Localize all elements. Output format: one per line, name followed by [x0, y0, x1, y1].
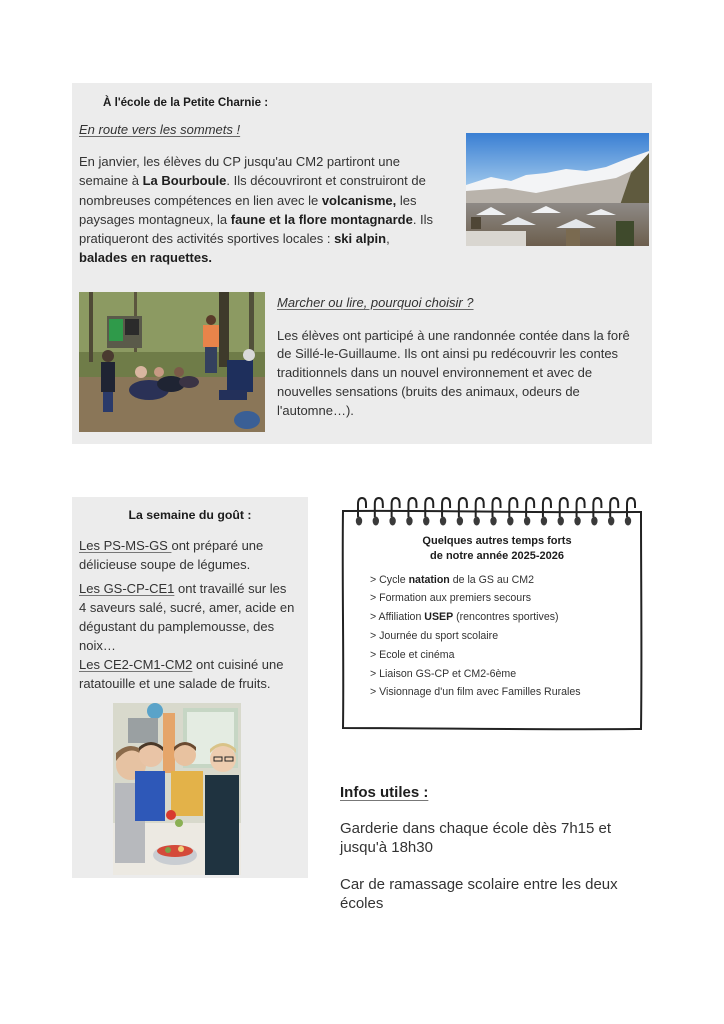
text-segment: ont préparé une [171, 537, 264, 553]
text-line [277, 327, 652, 346]
gout-paragraph-gs-cp-ce1 [79, 579, 294, 655]
gout-paragraph-ps-ms-gs [79, 536, 263, 574]
text-segment: ont travaillé sur les [174, 580, 287, 596]
text-segment: > Visionnage d'un film avec Familles Rurales [370, 686, 581, 699]
text-line [79, 152, 433, 171]
text-line [277, 345, 652, 364]
semaine-gout-title: La semaine du goût : [128, 508, 252, 522]
ring-hole [608, 517, 614, 526]
text-line [79, 617, 294, 636]
text-segment: > Liaison GS-CP et CM2-6ème [370, 667, 517, 680]
text-line [340, 875, 618, 894]
text-line [79, 536, 263, 555]
temps-forts-title [335, 534, 659, 564]
text-segment: Les CE2-CM1-CM2 [79, 656, 193, 672]
text-segment: écoles [340, 895, 384, 912]
text-line [79, 248, 433, 267]
text-line [79, 191, 433, 210]
mountain-village-image [466, 133, 649, 246]
article-marcher-lire-heading: Marcher ou lire, pourquoi choisir ? [277, 295, 474, 310]
ring-hole [423, 517, 429, 526]
text-segment: Les GS-CP-CE1 [79, 580, 175, 596]
gout-paragraph-ce2-cm1-cm2 [79, 655, 284, 693]
text-line [79, 655, 284, 674]
text-line [340, 819, 611, 838]
ring-hole [591, 517, 597, 526]
article-marcher-lire-paragraph [277, 327, 652, 422]
text-line [79, 555, 263, 574]
text-segment: > Ecole et cinéma [370, 648, 455, 661]
text-line [370, 571, 581, 590]
text-segment: Garderie dans chaque école dès 7h15 et [340, 820, 612, 837]
temps-forts-list [370, 571, 581, 703]
text-segment: . Ils [412, 211, 434, 227]
photo-mountain-village [466, 133, 649, 246]
text-line [79, 210, 433, 229]
article-sommets-heading: En route vers les sommets ! [79, 122, 241, 137]
text-segment: paysages montagneux, la [79, 211, 231, 227]
text-segment: > Affiliation [370, 611, 425, 624]
text-line [370, 665, 581, 684]
text-line [335, 549, 659, 564]
text-line [335, 534, 659, 549]
text-segment: pratiqueront des activités sportives locales : [79, 231, 335, 247]
petite-charnie-title: À l'école de la Petite Charnie : [103, 96, 269, 109]
text-line [370, 683, 581, 702]
text-segment: de la GS au CM2 [449, 573, 534, 586]
text-segment: traditionnels dans un nouvel environnement et avec de [277, 365, 593, 381]
text-segment: > Journée du sport scolaire [370, 629, 499, 642]
text-segment: , [386, 231, 390, 247]
text-line [79, 579, 294, 598]
infos-car-ramassage [340, 875, 618, 913]
text-line [79, 598, 294, 617]
text-segment: natation [408, 573, 450, 586]
text-segment: 4 saveurs salé, sucré, amer, acide en [79, 599, 295, 615]
text-segment: (rencontres sportives) [453, 611, 559, 624]
text-segment: Les élèves ont participé à une randonnée contée dans la forê [277, 327, 630, 343]
text-segment: jusqu'à 18h30 [340, 839, 433, 856]
ring-hole [524, 517, 530, 526]
text-line [79, 229, 433, 248]
text-segment: de notre année 2025-2026 [430, 549, 564, 562]
text-segment: > Cycle [370, 573, 409, 586]
text-segment: En janvier, les élèves du CP jusqu'au CM2 partiront une [79, 154, 400, 169]
ring-hole [440, 517, 446, 526]
text-segment: dégustant du pamplemousse, des [79, 618, 275, 634]
text-segment: nouvelles sensations (bruits des animaux, odeurs de [277, 384, 580, 400]
text-line [277, 383, 652, 402]
ring-hole [507, 517, 513, 526]
infos-utiles-heading: Infos utiles : [340, 784, 429, 801]
ring-hole [389, 517, 395, 526]
text-line [370, 608, 581, 627]
text-segment: semaine à [79, 173, 143, 189]
text-line [277, 364, 652, 383]
ring-hole [406, 517, 412, 526]
text-segment: > Formation aux premiers secours [370, 592, 532, 605]
photo-kids-fruit-salad [113, 703, 241, 875]
ring-hole [490, 517, 496, 526]
text-segment: ont cuisiné une [192, 656, 284, 672]
text-segment: Car de ramassage scolaire entre les deux [340, 876, 618, 893]
text-segment: délicieuse soupe de légumes. [79, 556, 251, 572]
text-segment: de Sillé-le-Guillaume. Ils ont ainsi pu redécouvrir les contes [277, 346, 619, 362]
ring-hole [625, 517, 631, 526]
text-line [340, 894, 618, 913]
infos-garderie [340, 819, 611, 857]
text-segment: Quelques autres temps forts [422, 534, 572, 547]
text-segment: Les PS-MS-GS [79, 537, 172, 553]
ring-hole [373, 517, 379, 526]
text-line [79, 636, 294, 655]
text-line [370, 646, 581, 665]
article-sommets-paragraph [79, 152, 433, 268]
ring-hole [574, 517, 580, 526]
photo-forest-walk [79, 292, 265, 432]
ring-hole [541, 517, 547, 526]
text-segment: faune et la flore montagnarde [230, 211, 413, 227]
ring-hole [457, 517, 463, 526]
text-line [79, 674, 284, 693]
text-segment: ski alpin [334, 231, 387, 247]
text-segment: volcanisme, [321, 192, 397, 208]
text-line [340, 838, 611, 857]
text-line [370, 589, 581, 608]
ring-hole [558, 517, 564, 526]
text-segment: La Bourboule [142, 173, 227, 189]
text-line [370, 627, 581, 646]
text-segment: les [396, 192, 417, 208]
text-segment: nombreuses compétences en lien avec le [79, 192, 322, 208]
forest-walk-image [79, 292, 265, 432]
text-line [277, 402, 652, 421]
text-segment: noix… [79, 637, 116, 653]
ring-hole [473, 517, 479, 526]
text-segment: USEP [424, 611, 454, 624]
text-segment: . Ils découvriront et construiront de [226, 173, 426, 189]
text-segment: balades en raquettes. [79, 250, 212, 266]
text-line [79, 171, 433, 190]
ring-hole [356, 517, 362, 526]
text-segment: ratatouille et une salade de fruits. [79, 675, 271, 691]
kids-fruit-salad-image [113, 703, 241, 875]
text-segment: l'automne…). [277, 403, 354, 419]
